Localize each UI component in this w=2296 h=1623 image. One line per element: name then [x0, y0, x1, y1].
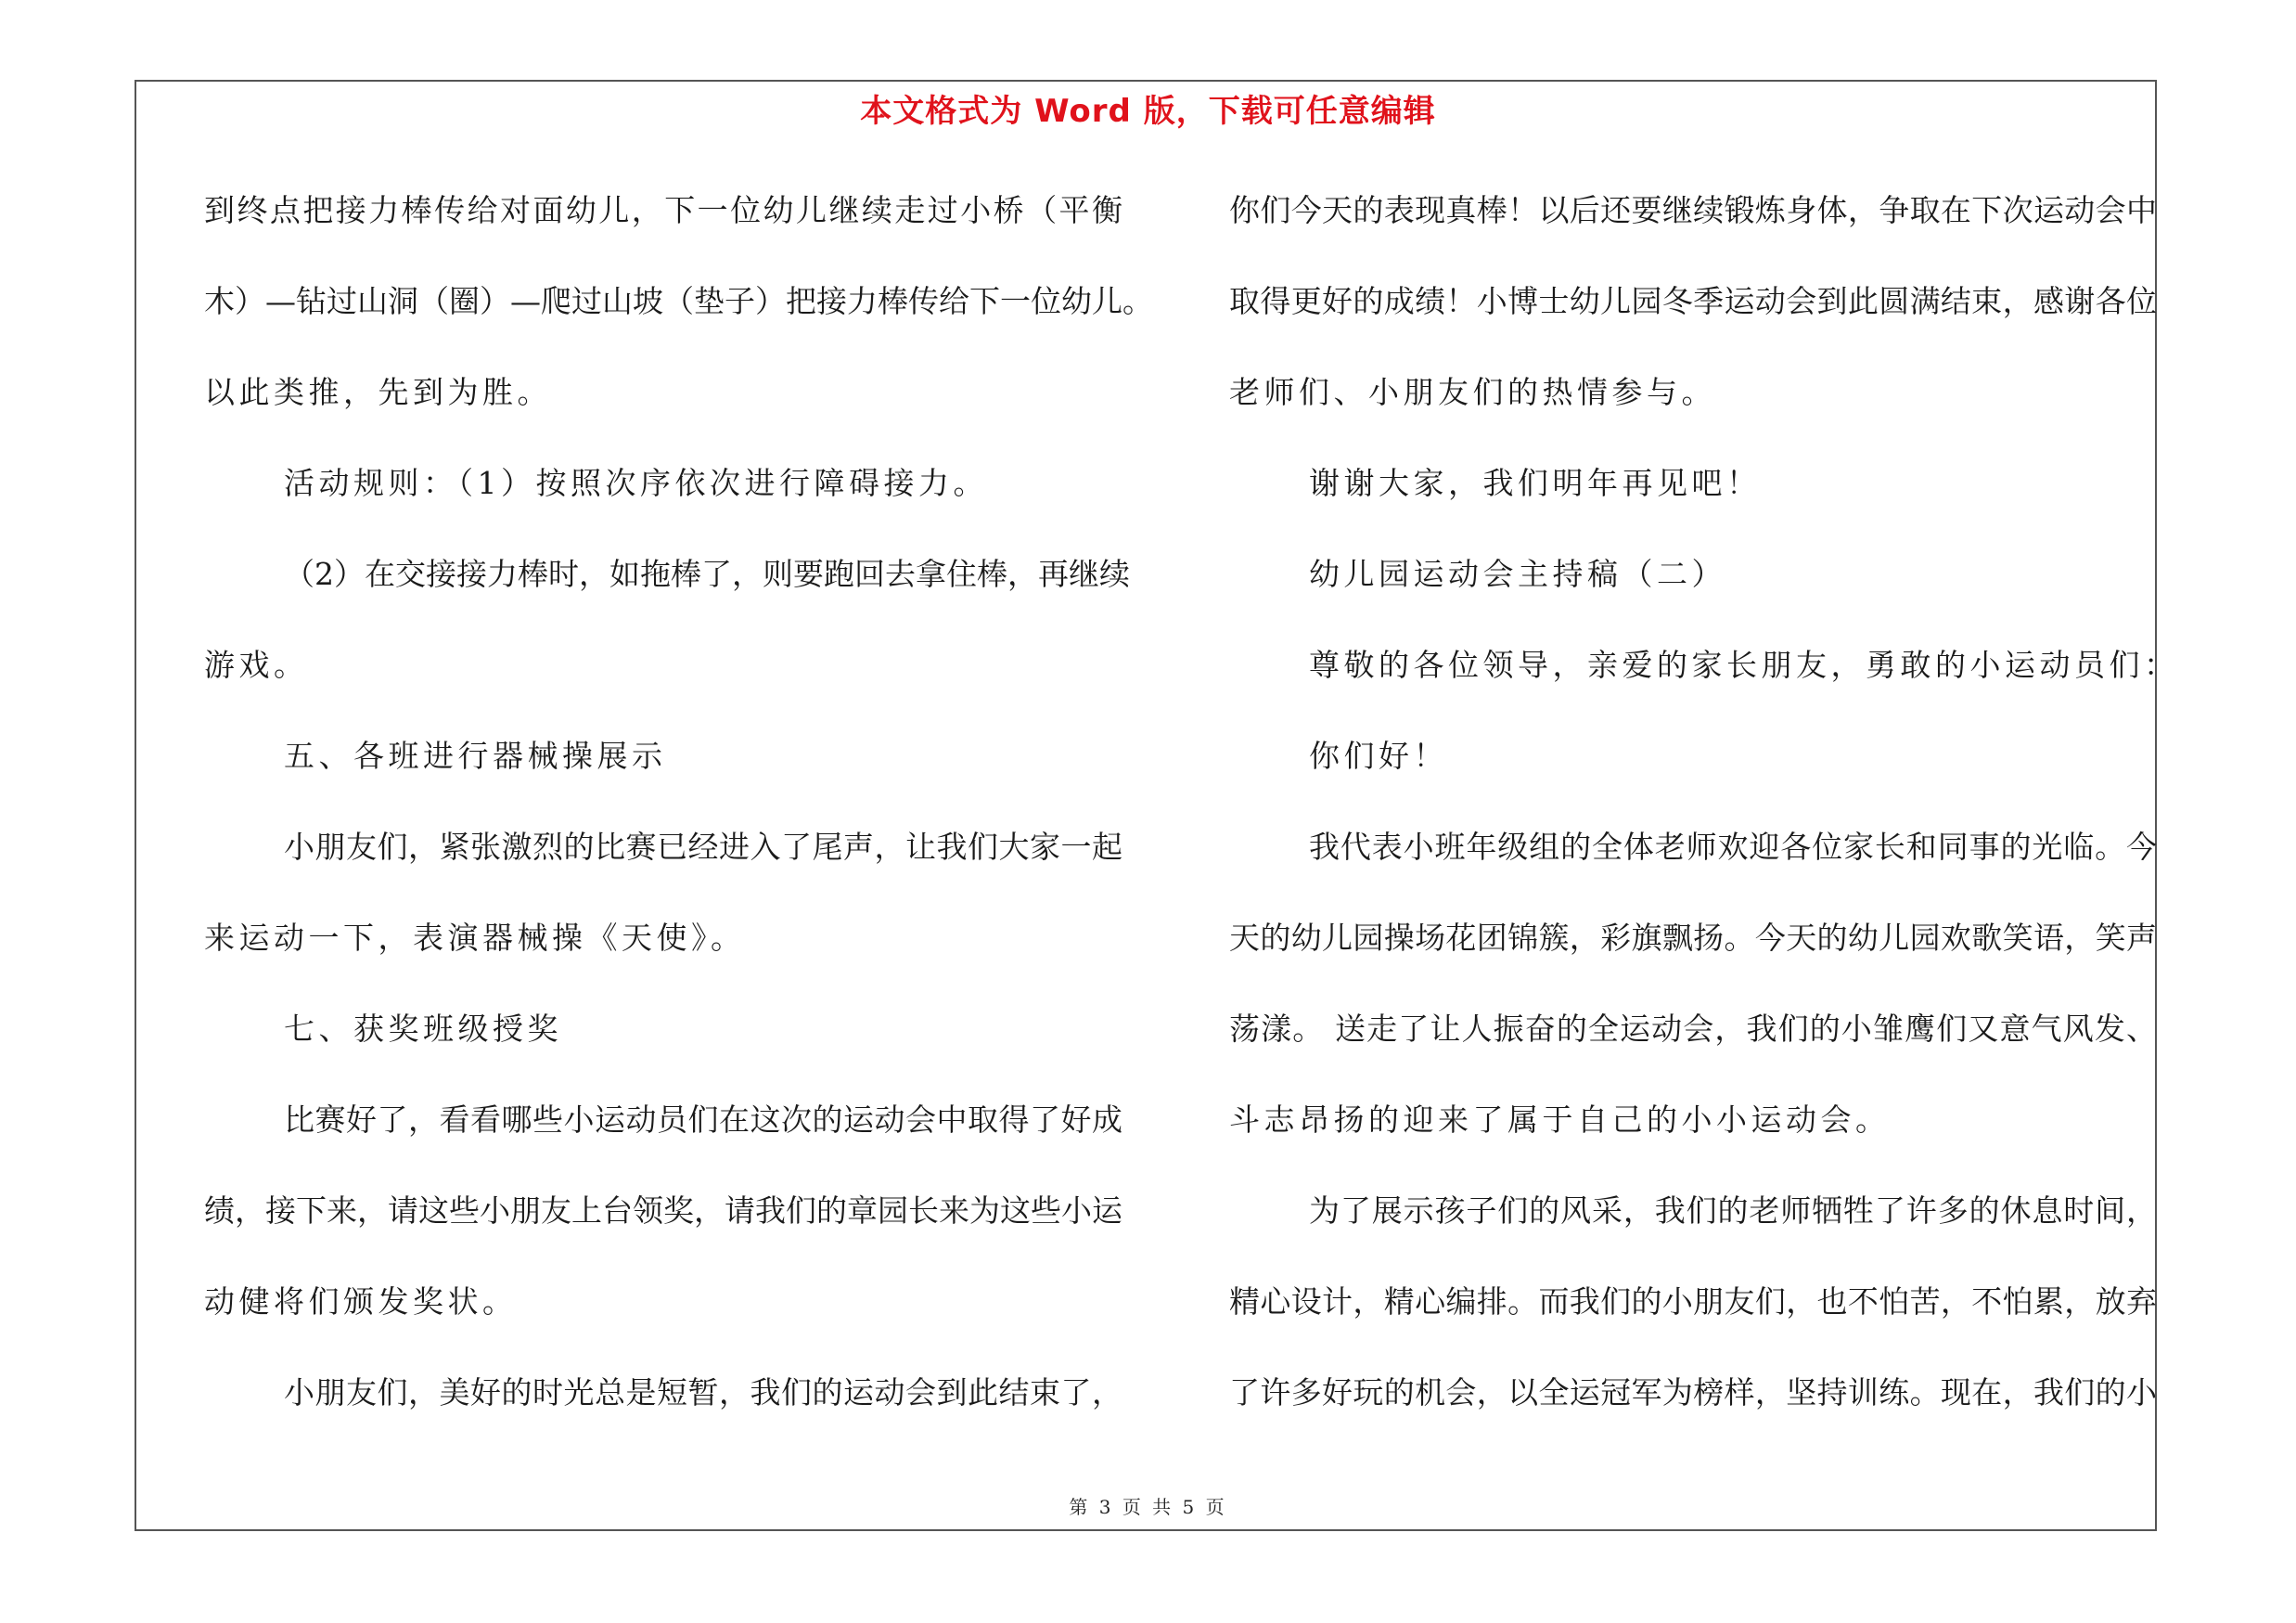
- text-line: 了许多好玩的机会，以全运冠军为榜样，坚持训练。现在，我们的小: [1229, 1374, 2157, 1410]
- text-line: 比赛好了，看看哪些小运动员们在这次的运动会中取得了好成: [284, 1101, 1122, 1138]
- text-line: 小朋友们，美好的时光总是短暂，我们的运动会到此结束了，: [284, 1374, 1122, 1410]
- text-line: 绩，接下来，请这些小朋友上台领奖，请我们的章园长来为这些小运: [204, 1192, 1122, 1229]
- text-line: （2）在交接接力棒时，如拖棒了，则要跑回去拿住棒，再继续: [284, 556, 1130, 592]
- text-line: 荡漾。 送走了让人振奋的全运动会，我们的小雏鹰们又意气风发、: [1229, 1011, 2157, 1047]
- format-notice-banner: 本文格式为 Word 版，下载可任意编辑: [860, 93, 1436, 130]
- text-line: 你们今天的表现真棒！以后还要继续锻炼身体，争取在下次运动会中: [1229, 192, 2157, 228]
- page-number: 第 3 页 共 5 页: [1069, 1496, 1227, 1518]
- text-line: 尊敬的各位领导，亲爱的家长朋友，勇敢的小运动员们：: [1309, 647, 2179, 683]
- text-line: 幼儿园运动会主持稿（二）: [1309, 556, 1726, 592]
- text-line: 天的幼儿园操场花团锦簇，彩旗飘扬。今天的幼儿园欢歌笑语，笑声: [1229, 920, 2157, 956]
- text-line: 到终点把接力棒传给对面幼儿，下一位幼儿继续走过小桥（平衡: [204, 192, 1122, 228]
- text-line: 五、各班进行器械操展示: [284, 738, 667, 774]
- text-line: 以此类推，先到为胜。: [204, 374, 552, 410]
- text-line: 动健将们颁发奖状。: [204, 1283, 518, 1320]
- text-line: 精心设计，精心编排。而我们的小朋友们，也不怕苦，不怕累，放弃: [1229, 1283, 2157, 1320]
- text-line: 游戏。: [204, 647, 309, 683]
- text-line: 斗志昂扬的迎来了属于自己的小小运动会。: [1229, 1101, 1891, 1138]
- text-line: 取得更好的成绩！小博士幼儿园冬季运动会到此圆满结束，感谢各位: [1229, 283, 2157, 319]
- text-line: 来运动一下，表演器械操《天使》。: [204, 920, 746, 956]
- text-line: 你们好！: [1309, 738, 1448, 774]
- text-line: 七、获奖班级授奖: [284, 1011, 562, 1047]
- text-line: 小朋友们，紧张激烈的比赛已经进入了尾声，让我们大家一起: [284, 829, 1122, 865]
- text-line: 为了展示孩子们的风采，我们的老师牺牲了许多的休息时间，: [1309, 1192, 2157, 1229]
- text-line: 谢谢大家，我们明年再见吧！: [1309, 465, 1762, 501]
- text-line: 我代表小班年级组的全体老师欢迎各位家长和同事的光临。今: [1309, 829, 2157, 865]
- right-column: [1229, 186, 2179, 1459]
- text-line: 木）—钻过山洞（圈）—爬过山坡（垫子）把接力棒传给下一位幼儿。: [204, 283, 1153, 319]
- text-line: 活动规则：（1）按照次序依次进行障碍接力。: [284, 465, 988, 501]
- text-line: 老师们、小朋友们的热情参与。: [1229, 374, 1716, 410]
- left-column: [204, 186, 1153, 1459]
